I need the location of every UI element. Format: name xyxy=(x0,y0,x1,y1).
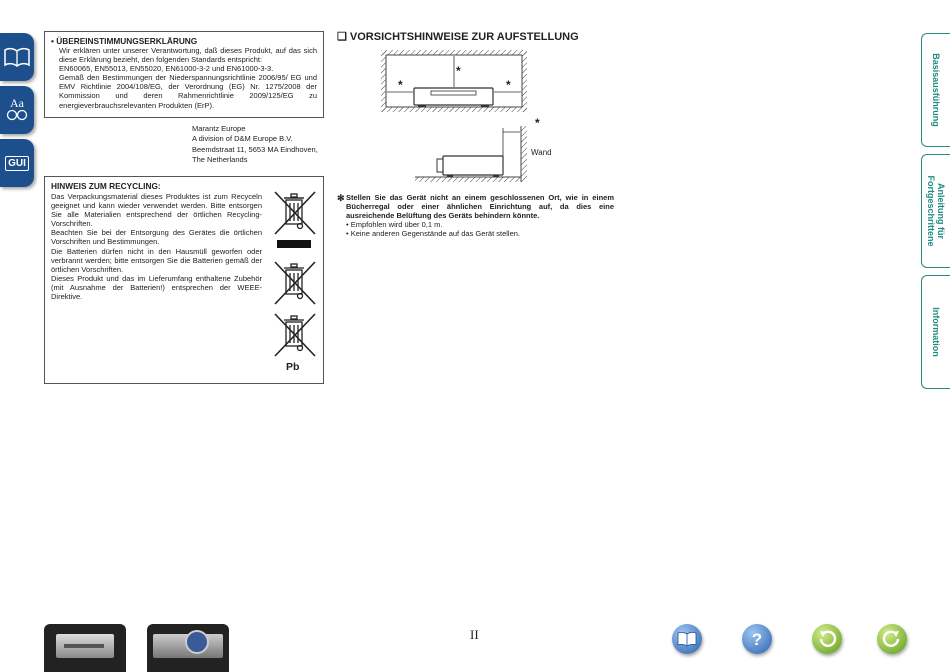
tab-information[interactable] xyxy=(921,275,950,389)
declaration-heading: • ÜBEREINSTIMMUNGSERKLÄRUNG xyxy=(51,36,198,46)
pb-battery-bin-icon xyxy=(273,312,317,358)
declaration-text-1: Wir erklären unter unserer Verantwortung, daß dieses Produkt, auf das sich diese Erklärung bezieht, den folgenden Standards entspricht: xyxy=(59,46,317,65)
tab-fortgeschrittene[interactable] xyxy=(921,154,950,268)
back-icon xyxy=(812,624,842,654)
clearance-asterisk-back: * xyxy=(535,116,540,130)
bullet-item: • Empfohlen wird über 0,1 m. xyxy=(346,220,443,229)
magnifier-icon xyxy=(185,630,209,654)
weee-bin-icon xyxy=(273,190,317,236)
tab-basisausfuehrung[interactable] xyxy=(921,33,950,147)
tab-label: Anleitung für Fortgeschrittene xyxy=(926,175,946,247)
battery-bin-icon xyxy=(273,260,317,306)
clearance-asterisk-left: * xyxy=(398,78,403,92)
aa-label: Aa xyxy=(10,96,24,110)
note-marker-icon: ✻ xyxy=(337,193,345,203)
book-icon xyxy=(4,46,30,68)
address-block xyxy=(192,124,332,165)
clearance-asterisk-right: * xyxy=(506,78,511,92)
wall-side-diagram xyxy=(415,118,530,182)
wall-label: Wand xyxy=(531,148,552,157)
tab-label: Basisausführung xyxy=(931,53,941,127)
address-line: A division of D&M Europe B.V. xyxy=(192,134,293,144)
tab-label: Information xyxy=(931,307,941,357)
clearance-asterisk-top: * xyxy=(456,64,461,78)
address-line: Marantz Europe xyxy=(192,124,246,133)
recycling-heading: HINWEIS ZUM RECYCLING: xyxy=(51,181,161,191)
installation-note: Stellen Sie das Gerät nicht an einem geschlossenen Ort, wie in einem Bücherregal oder einer ähnlichen Einrichtung auf, da dies eine ausreichende Belüftung des Geräts behindern könnte. xyxy=(346,193,614,221)
book-nav-icon[interactable] xyxy=(0,33,34,81)
pb-label: Pb xyxy=(286,361,300,373)
installation-bullets xyxy=(346,220,614,238)
page-number: II xyxy=(470,627,479,642)
gui-nav-icon[interactable] xyxy=(0,139,34,187)
device-slot xyxy=(64,644,104,648)
installation-heading: ❑ VORSICHTSHINWEISE ZUR AUFSTELLUNG xyxy=(337,31,579,43)
recycling-paragraph: Das Verpackungsmaterial dieses Produktes ist zum Recyceln geeignet und kann wieder verwendet werden. Bitte entsorgen Sie alle Materialien entsprechend der örtlichen Recycling-Vorschriften. xyxy=(51,192,262,229)
text-glasses-nav-icon[interactable] xyxy=(0,86,34,134)
back-button[interactable] xyxy=(812,624,842,654)
contents-button[interactable] xyxy=(672,624,702,654)
address-line: The Netherlands xyxy=(192,154,248,164)
recycling-paragraph: Beachten Sie bei der Entsorgung des Gerätes die örtlichen Vorschriften und Bestimmungen. xyxy=(51,228,262,247)
address-line: Beemdstraat 11, 5653 MA Eindhoven, xyxy=(192,144,318,154)
rear-panel-thumbnail[interactable] xyxy=(147,624,229,672)
forward-icon xyxy=(877,624,907,654)
recycling-paragraph: Dieses Produkt und das im Lieferumfang enthaltene Zubehör (mit Ausnahme der Batterien!) entsprechen der WEEE-Direktive. xyxy=(51,273,262,302)
glasses-icon xyxy=(6,109,28,121)
separate-collection-bar xyxy=(277,240,311,248)
declaration-text-3: Gemäß den Bestimmungen der Niederspannungsrichtlinie 2006/95/ EG und EMV Richtlinie 2004/108/EG, der Verordnung (EG) Nr. 1275/2008 der Kommission und deren Rahmenrichtlinie 2009/125/EG zu energieverbrauchsrelevanten Produkten (ErP). xyxy=(59,73,317,110)
svg-text:?: ? xyxy=(751,630,763,649)
gui-icon: GUI xyxy=(5,156,29,171)
declaration-text-2: EN60065, EN55013, EN55020, EN61000-3-2 und EN61000-3-3. xyxy=(59,64,274,74)
forward-button[interactable] xyxy=(877,624,907,654)
recycling-paragraph: Die Batterien dürfen nicht in den Hausmüll geworfen oder verbrannt werden; bitte entsorgen Sie die Batterien gemäß der örtlichen Vorschriften. xyxy=(51,246,262,274)
declaration-box xyxy=(44,31,324,118)
help-icon xyxy=(742,624,772,654)
recycling-text xyxy=(51,192,262,301)
bullet-item: • Keine anderen Gegenstände auf das Gerät stellen. xyxy=(346,229,520,239)
recycling-box xyxy=(44,176,324,384)
book-icon xyxy=(672,624,702,654)
front-panel-thumbnail[interactable] xyxy=(44,624,126,672)
help-button[interactable] xyxy=(742,624,772,654)
